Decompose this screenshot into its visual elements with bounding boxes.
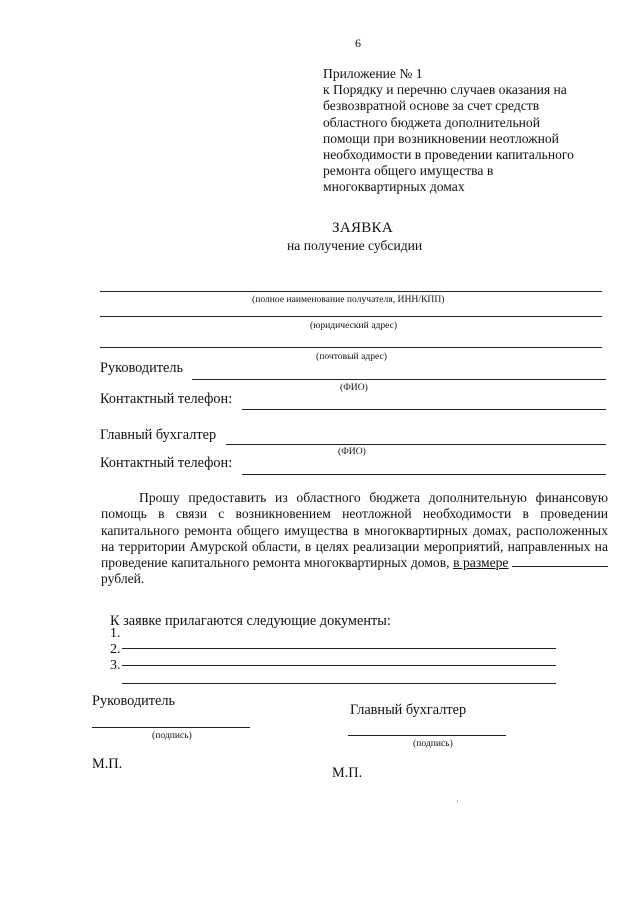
annex-line: многоквартирных домах — [323, 179, 465, 195]
head-signature-field[interactable] — [92, 727, 250, 728]
postal-address-field[interactable] — [100, 347, 602, 348]
head-name-field[interactable] — [192, 379, 606, 380]
annex-line: Приложение № 1 — [323, 66, 423, 81]
scan-speck: · — [456, 796, 459, 806]
attachment-field-3[interactable] — [122, 683, 556, 684]
accountant-name-field[interactable] — [226, 444, 606, 445]
annex-line: помощи при возникновении неотложной — [323, 130, 559, 146]
attachment-number: 3. — [110, 658, 121, 673]
document-title: ЗАЯВКА — [332, 220, 393, 236]
request-text-end: рублей. — [101, 571, 145, 587]
signature-head-label: Руководитель — [92, 693, 176, 709]
annex-line: к Порядку и перечню случаев оказания на — [323, 82, 567, 98]
phone-field-2[interactable] — [242, 474, 606, 475]
attachment-field-1[interactable] — [122, 648, 556, 649]
attachment-field-2[interactable] — [122, 665, 556, 666]
annex-header — [323, 66, 574, 196]
attachment-number: 2. — [110, 642, 121, 657]
legal-address-field[interactable] — [100, 316, 602, 317]
phone-label-2: Контактный телефон: — [100, 455, 233, 471]
annex-line: ремонта общего имущества в — [323, 163, 494, 179]
attachment-number: 1. — [110, 626, 121, 641]
accountant-label: Главный бухгалтер — [100, 427, 217, 443]
postal-address-caption: (почтовый адрес) — [316, 351, 387, 362]
accountant-signature-field[interactable] — [348, 735, 506, 736]
legal-address-caption: (юридический адрес) — [310, 320, 398, 331]
accountant-signature-caption: (подпись) — [413, 738, 453, 749]
attachments-title: К заявке прилагаются следующие документы: — [110, 613, 391, 629]
request-text: Прошу предоставить из областного бюджета дополнительную финансовую помощь в связи с возникновением неотложной необходимости в проведении капитального ремонта общего имущества в многоквартирных домах, расположенных на территории Амурской области, в целях реализации мероприятий, направленных на проведение капитального ремонта многоквартирных домов, — [101, 490, 608, 571]
head-label: Руководитель — [100, 360, 184, 376]
stamp-place-left: М.П. — [92, 756, 123, 772]
document-subtitle: на получение субсидии — [287, 238, 423, 253]
phone-label-1: Контактный телефон: — [100, 391, 233, 407]
head-name-caption: (ФИО) — [340, 382, 368, 393]
annex-line: безвозвратной основе за счет средств — [323, 98, 540, 114]
signature-accountant-label: Главный бухгалтер — [350, 702, 467, 718]
amount-field[interactable] — [512, 555, 608, 567]
head-signature-caption: (подпись) — [152, 730, 192, 741]
amount-phrase: в размере — [453, 555, 509, 571]
accountant-name-caption: (ФИО) — [338, 446, 366, 457]
annex-line: областного бюджета дополнительной — [323, 114, 540, 130]
phone-field-1[interactable] — [242, 409, 606, 410]
page-number: 6 — [355, 36, 361, 50]
recipient-name-field[interactable] — [100, 291, 602, 292]
annex-line: необходимости в проведении капитального — [323, 147, 574, 163]
recipient-name-caption: (полное наименование получателя, ИНН/КПП) — [252, 294, 445, 305]
request-paragraph — [101, 490, 608, 588]
stamp-place-right: М.П. — [332, 765, 363, 781]
